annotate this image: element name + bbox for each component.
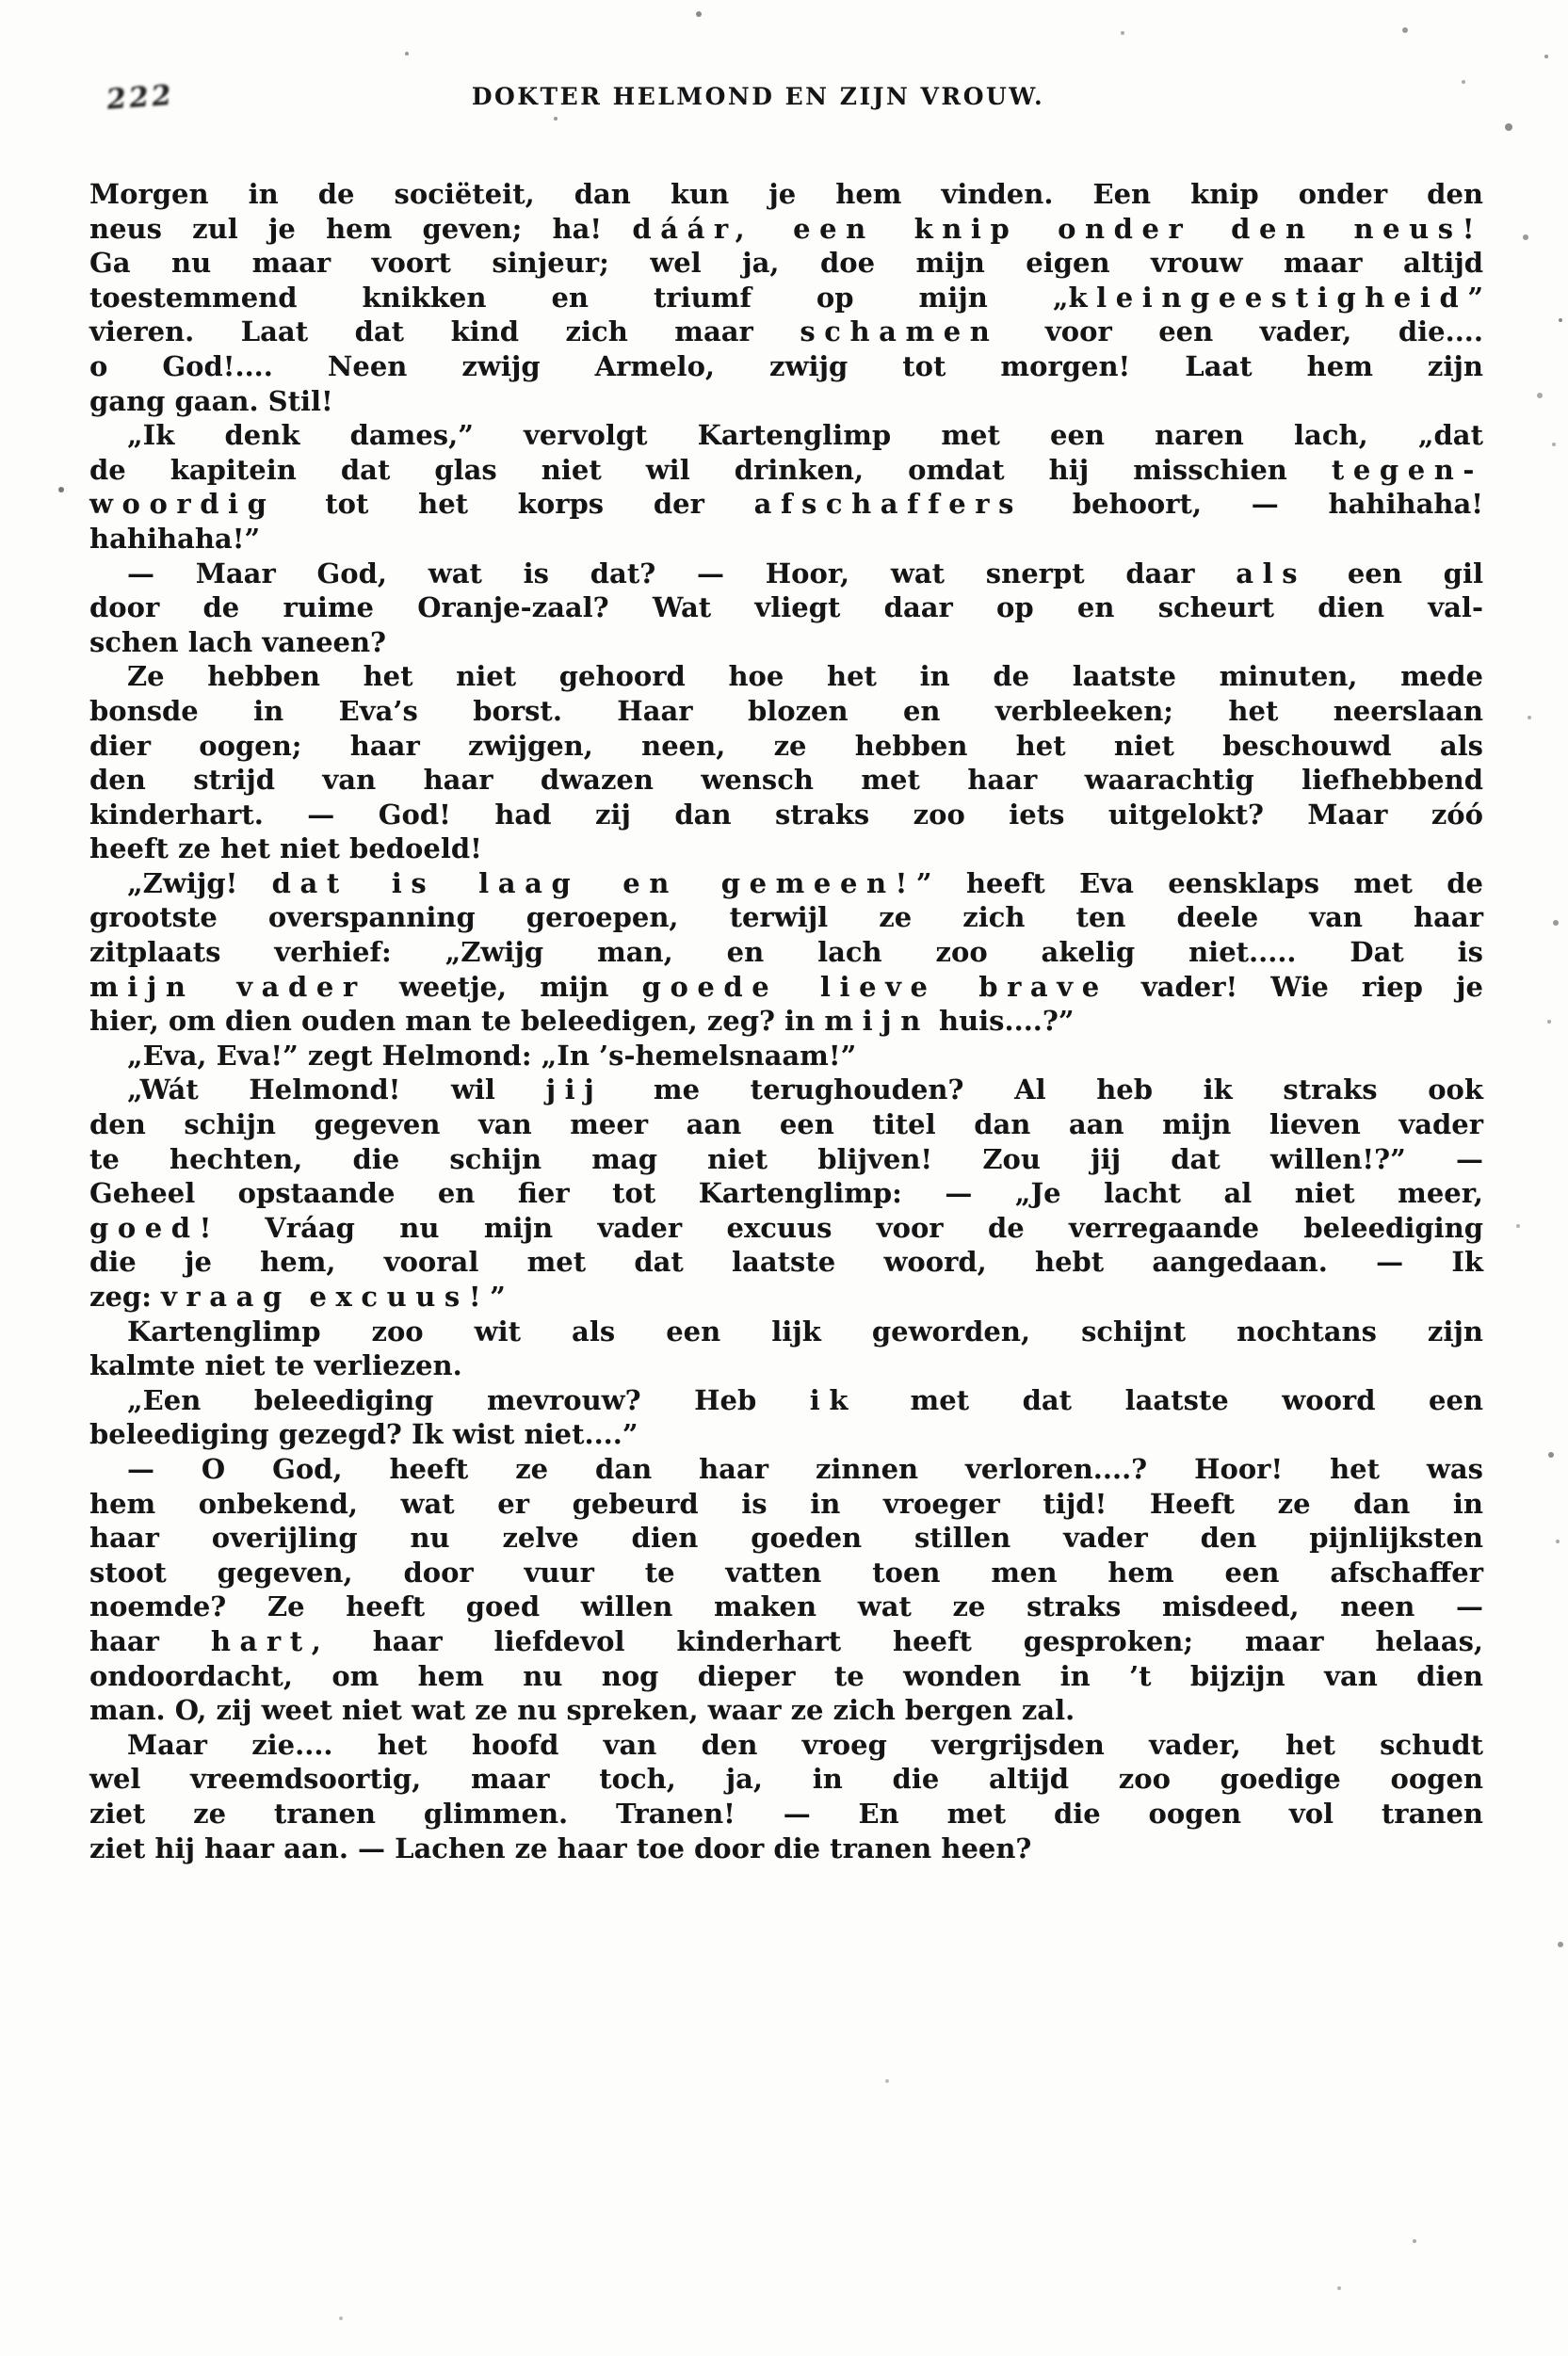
letterspaced-emphasis: dat is laag en gemeen! <box>271 866 916 899</box>
text-line <box>89 1521 1483 1556</box>
text-line <box>89 798 1483 832</box>
text-segment: „Ik denk dames,” vervolgt Kartenglimp met een naren lach, „dat <box>127 419 1483 452</box>
text-segment: ziet hij haar aan. — Lachen ze haar toe door die tranen heen? <box>89 1832 1032 1864</box>
text-line <box>89 1383 1483 1418</box>
text-segment: Morgen in de sociëteit, dan kun je hem vinden. Een knip onder den <box>89 178 1483 210</box>
text-line <box>89 1659 1483 1694</box>
letterspaced-emphasis: mijn <box>824 1005 929 1038</box>
text-segment: de kapitein dat glas niet wil drinken, omdat hij misschien <box>89 453 1332 486</box>
text-line <box>89 1142 1483 1177</box>
text-line <box>89 659 1483 694</box>
text-segment: heeft ze het niet bedoeld! <box>89 832 482 865</box>
letterspaced-emphasis: goed! <box>89 1211 220 1244</box>
text-segment: schen lach vaneen? <box>89 625 387 658</box>
letterspaced-emphasis: tegen- <box>1331 453 1483 486</box>
text-segment: „Zwijg! <box>127 866 272 899</box>
text-segment: gang gaan. Stil! <box>89 384 333 417</box>
text-segment: ziet ze tranen glimmen. Tranen! — En met die oogen vol tranen <box>89 1797 1483 1830</box>
text-segment: den schijn gegeven van meer aan een titel dan aan mijn lieven vader <box>89 1108 1483 1141</box>
text-line <box>89 1624 1483 1659</box>
text-line <box>89 212 1483 247</box>
text-block <box>89 177 1483 1865</box>
text-segment: weetje, mijn <box>365 970 642 1003</box>
text-segment: kinderhart. — God! had zij dan straks zoo iets uitgelokt? Maar zóó <box>89 798 1483 831</box>
text-segment: zitplaats verhief: „Zwijg man, en lach zoo akelig niet..... Dat is <box>89 936 1483 969</box>
text-segment: Geheel opstaande en fier tot Kartenglimp: — „Je lacht al niet meer, <box>89 1177 1483 1210</box>
text-line <box>89 1004 1483 1039</box>
text-segment: hier, om dien ouden man te beleedigen, zeg? in <box>89 1005 825 1038</box>
text-line <box>89 453 1483 488</box>
text-segment: den strijd van haar dwazen wensch met haar waarachtig liefhebbend <box>89 764 1483 797</box>
text-segment: ” <box>1467 281 1483 314</box>
text-line <box>89 590 1483 625</box>
text-segment: ” heeft Eva eensklaps met de <box>915 866 1483 899</box>
text-line <box>89 177 1483 212</box>
text-segment: ondoordacht, om hem nu nog dieper te wonden in ’t bijzijn van dien <box>89 1659 1483 1692</box>
text-line <box>89 900 1483 935</box>
text-segment: , haar liefdevol kinderhart heeft gesproken; maar helaas, <box>311 1624 1483 1657</box>
text-segment: „Eva, Eva!” zegt Helmond: „In ’s-hemelsnaam!” <box>127 1039 857 1072</box>
letterspaced-emphasis: hart <box>210 1624 312 1657</box>
text-line <box>89 625 1483 660</box>
text-segment: beleediging gezegd? Ik wist niet....” <box>89 1418 639 1451</box>
text-line <box>89 694 1483 729</box>
letterspaced-emphasis: mijn vader <box>89 970 366 1003</box>
text-segment: dier oogen; haar zwijgen, neen, ze hebben het niet beschouwd als <box>89 729 1483 762</box>
text-segment: neus zul je hem geven; ha! <box>89 212 633 245</box>
text-segment: toestemmend knikken en triumf op mijn „ <box>89 281 1069 314</box>
text-segment: vieren. Laat dat kind zich maar <box>89 315 800 348</box>
text-line <box>89 1211 1483 1246</box>
text-line <box>89 1589 1483 1624</box>
letterspaced-emphasis: kleingeestigheid <box>1068 281 1468 314</box>
text-segment: noemde? Ze heeft goed willen maken wat ze straks misdeed, neen — <box>89 1590 1483 1623</box>
letterspaced-emphasis: als <box>1236 557 1307 589</box>
text-segment: hahihaha!” <box>89 522 261 555</box>
text-line <box>89 349 1483 384</box>
letterspaced-emphasis: dáár, een knip onder den neus! <box>632 212 1483 245</box>
text-segment: met dat laatste woord een <box>857 1383 1483 1416</box>
text-segment: — Maar God, wat is dat? — Hoor, wat snerpt daar <box>127 557 1237 589</box>
text-segment: „Wát Helmond! wil <box>127 1073 546 1106</box>
text-line <box>89 1280 1483 1315</box>
text-segment: tot het korps der <box>275 488 754 521</box>
text-segment: kalmte niet te verliezen. <box>89 1349 462 1382</box>
text-line <box>89 1832 1483 1866</box>
text-segment: zeg: <box>89 1281 161 1313</box>
text-line <box>89 1245 1483 1280</box>
text-segment: — O God, heeft ze dan haar zinnen verloren....? Hoor! het was <box>127 1452 1483 1485</box>
text-segment: haar overijling nu zelve dien goeden stillen vader den pijnlijksten <box>89 1522 1483 1555</box>
text-line <box>89 970 1483 1005</box>
text-line <box>89 418 1483 453</box>
text-line <box>89 1315 1483 1349</box>
text-segment: „Een beleediging mevrouw? Heb <box>127 1383 810 1416</box>
text-line <box>89 281 1483 315</box>
text-segment: man. O, zij weet niet wat ze nu spreken, waar ze zich bergen zal. <box>89 1694 1075 1727</box>
text-line <box>89 763 1483 798</box>
letterspaced-emphasis: afschaffers <box>753 488 1024 521</box>
running-title: DOKTER HELMOND EN ZIJN VROUW. <box>471 83 1045 110</box>
text-segment: grootste overspanning geroepen, terwijl ze zich ten deele van haar <box>89 901 1483 934</box>
text-line <box>89 1176 1483 1211</box>
text-segment: te hechten, die schijn mag niet blijven! Zou jij dat willen!?” — <box>89 1142 1483 1175</box>
text-segment: die je hem, vooral met dat laatste woord, hebt aangedaan. — Ik <box>89 1246 1483 1279</box>
text-segment: me terughouden? Al heb ik straks ook <box>603 1073 1483 1106</box>
text-line <box>89 1762 1483 1797</box>
text-segment: behoort, — hahihaha! <box>1023 488 1483 521</box>
text-line <box>89 1417 1483 1452</box>
text-line <box>89 315 1483 349</box>
text-line <box>89 246 1483 281</box>
text-line <box>89 384 1483 419</box>
text-line <box>89 935 1483 970</box>
text-line <box>89 1039 1483 1073</box>
text-line <box>89 1693 1483 1728</box>
text-line <box>89 1073 1483 1107</box>
text-segment: stoot gegeven, door vuur te vatten toen men hem een afschaffer <box>89 1556 1483 1589</box>
text-line <box>89 1728 1483 1763</box>
text-segment: Ga nu maar voort sinjeur; wel ja, doe mijn eigen vrouw maar altijd <box>89 247 1483 280</box>
text-line <box>89 557 1483 591</box>
text-line <box>89 487 1483 522</box>
text-line <box>89 1107 1483 1142</box>
text-segment: Maar zie.... het hoofd van den vroeg vergrijsden vader, het schudt <box>127 1728 1483 1761</box>
text-segment: bonsde in Eva’s borst. Haar blozen en verbleeken; het neerslaan <box>89 694 1483 727</box>
page-header <box>89 79 1483 126</box>
text-segment: hem onbekend, wat er gebeurd is in vroeger tijd! Heeft ze dan in <box>89 1487 1483 1520</box>
text-segment: Ze hebben het niet gehoord hoe het in de laatste minuten, mede <box>127 660 1483 693</box>
text-segment: o God!.... Neen zwijg Armelo, zwijg tot morgen! Laat hem zijn <box>89 349 1483 382</box>
text-line <box>89 729 1483 764</box>
text-line <box>89 1452 1483 1487</box>
text-line <box>89 1348 1483 1383</box>
letterspaced-emphasis: jij <box>545 1073 604 1106</box>
text-segment: huis....?” <box>929 1005 1075 1038</box>
text-segment: vader! Wie riep je <box>1107 970 1483 1003</box>
text-segment: ” <box>490 1281 506 1313</box>
text-segment: wel vreemdsoortig, maar toch, ja, in die altijd zoo goedige oogen <box>89 1763 1483 1796</box>
text-line <box>89 522 1483 557</box>
text-segment: haar <box>89 1624 211 1657</box>
letterspaced-emphasis: goede lieve brave <box>641 970 1108 1003</box>
letterspaced-emphasis: woordig <box>89 488 276 521</box>
text-line <box>89 1487 1483 1522</box>
letterspaced-emphasis: schamen <box>800 315 999 348</box>
text-segment: Kartenglimp zoo wit als een lijk geworden, schijnt nochtans zijn <box>127 1315 1483 1347</box>
text-line <box>89 1556 1483 1590</box>
page-number: 222 <box>105 78 175 117</box>
letterspaced-emphasis: vraag excuus! <box>161 1281 491 1313</box>
text-line <box>89 866 1483 901</box>
text-segment: door de ruime Oranje-zaal? Wat vliegt daar op en scheurt dien val- <box>89 591 1483 624</box>
letterspaced-emphasis: ik <box>809 1383 858 1416</box>
text-segment: een gil <box>1306 557 1483 589</box>
text-segment: Vráag nu mijn vader excuus voor de verregaande beleediging <box>219 1211 1483 1244</box>
text-line <box>89 1797 1483 1832</box>
text-segment: voor een vader, die.... <box>998 315 1483 348</box>
text-line <box>89 831 1483 866</box>
scan-noise-speckles <box>0 0 4 4</box>
